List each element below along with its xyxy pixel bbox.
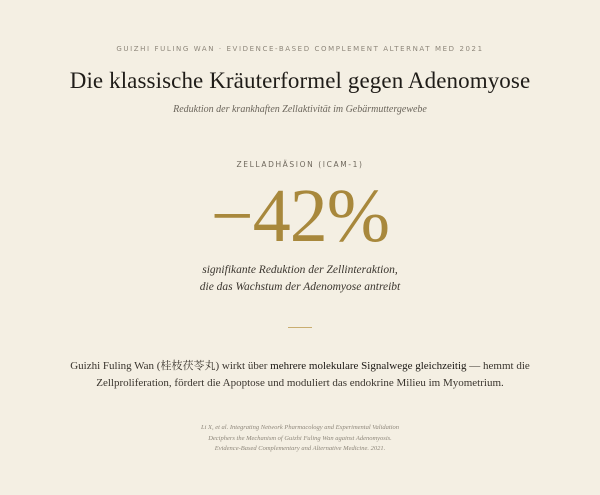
body-text-part-1: Guizhi Fuling Wan (桂枝茯苓丸) wirkt über [70,360,271,372]
metric-description-line-2: die das Wachstum der Adenomyose antreibt [199,281,401,293]
body-paragraph [60,358,540,392]
body-text-part-2: — hemmt die Zellproliferation, fördert die Apoptose und moduliert das endokrine Milieu im Myometrium. [96,360,530,389]
page-title: Die klassische Kräuterformel gegen Adenomyose [69,68,531,93]
page-subtitle: Reduktion der krankhaften Zellaktivität im Gebärmuttergewebe [173,104,427,115]
metric-value: −42% [210,174,390,258]
divider [288,327,312,328]
body-text-highlight: mehrere molekulare Signalwege gleichzeitig [270,360,467,372]
citation-line-1: Li X, et al. Integrating Network Pharmacology and Experimental Validation [200,424,400,431]
citation-line-3: Evidence-Based Complementary and Alternative Medicine. 2021. [214,445,386,452]
citation-line-2: Deciphers the Mechanism of Guizhi Fuling Wan against Adenomyosis. [208,434,392,442]
metric-label: ZELLADHÄSION (ICAM-1) [236,160,364,169]
kicker-line: GUIZHI FULING WAN · EVIDENCE-BASED COMPLEMENT ALTERNAT MED 2021 [116,45,484,53]
citation [0,423,600,455]
metric-description [0,262,600,296]
metric-description-line-1: signifikante Reduktion der Zellinteraktion, [202,264,398,276]
